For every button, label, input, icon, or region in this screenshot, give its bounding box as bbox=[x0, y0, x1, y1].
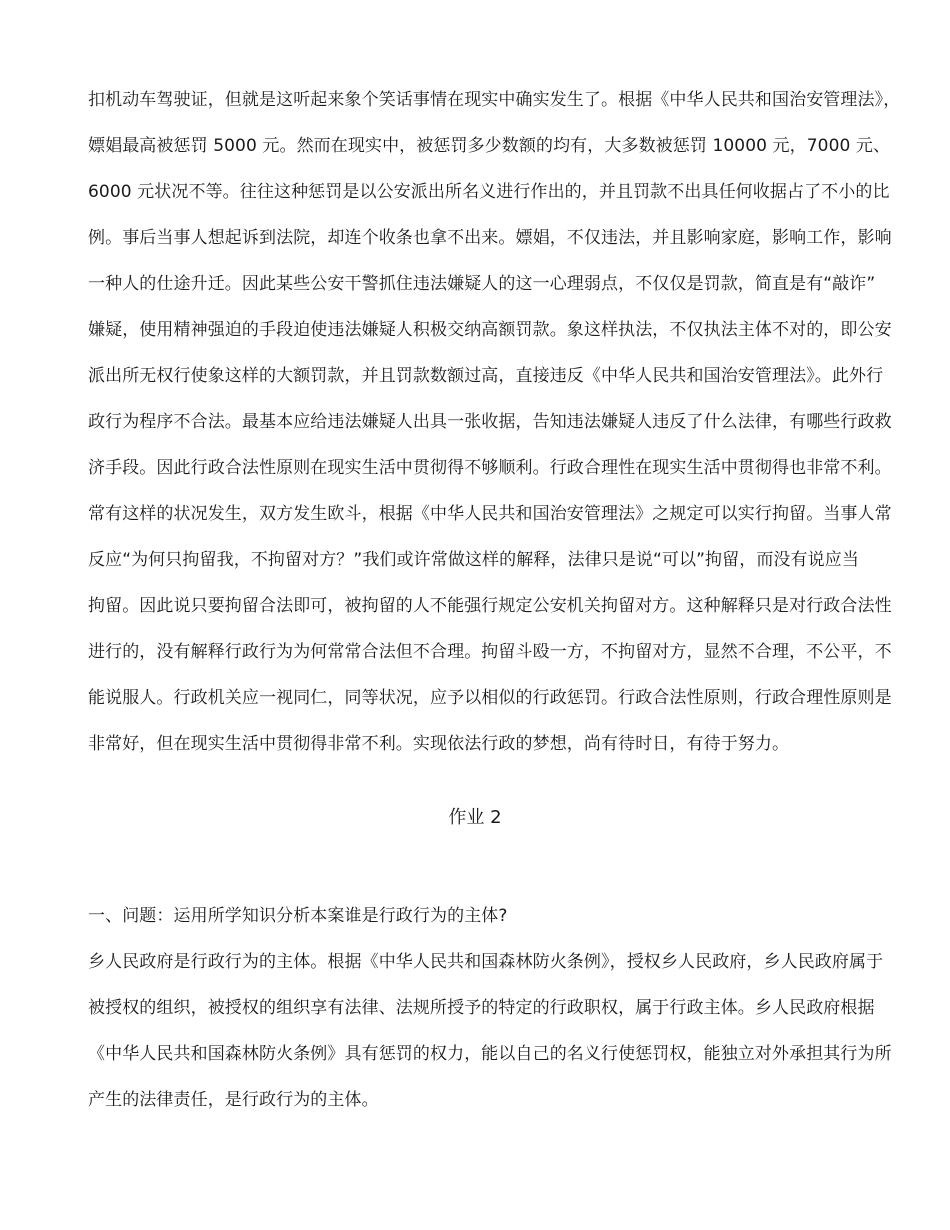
paragraph-line: 嫖娼最高被惩罚 5000 元。然而在现实中，被惩罚多少数额的均有，大多数被惩罚 10000 元，7000 元、 bbox=[88, 136, 891, 156]
paragraph-line: 派出所无权行使象这样的大额罚款，并且罚款数额过高，直接违反《中华人民共和国治安管理法》。此外行 bbox=[88, 366, 884, 386]
question-line: 一、问题：运用所学知识分析本案谁是行政行为的主体? bbox=[88, 906, 508, 926]
paragraph-line: 拘留。因此说只要拘留合法即可，被拘留的人不能强行规定公安机关拘留对方。这种解释只是对行政合法性 bbox=[88, 596, 892, 616]
paragraph-line: 反应“为何只拘留我，不拘留对方？”我们或许常做这样的解释，法律只是说“可以”拘留，而没有说应当 bbox=[88, 550, 859, 570]
paragraph-line: 进行的，没有解释行政行为为何常常合法但不合理。拘留斗殴一方，不拘留对方，显然不合理，不公平，不 bbox=[88, 642, 892, 662]
section-heading: 作业 2 bbox=[448, 807, 502, 828]
paragraph-line: 常有这样的状况发生，双方发生欧斗，根据《中华人民共和国治安管理法》之规定可以实行拘留。当事人常 bbox=[88, 504, 892, 524]
answer-line: 乡人民政府是行政行为的主体。根据《中华人民共和国森林防火条例》，授权乡人民政府，乡人民政府属于 bbox=[88, 952, 884, 972]
answer-line: 被授权的组织，被授权的组织享有法律、法规所授予的特定的行政职权，属于行政主体。乡人民政府根据 bbox=[88, 998, 875, 1018]
paragraph-line: 政行为程序不合法。最基本应给违法嫌疑人出具一张收据，告知违法嫌疑人违反了什么法律，有哪些行政救 bbox=[88, 412, 892, 432]
paragraph-line: 6000 元状况不等。往往这种惩罚是以公安派出所名义进行作出的，并且罚款不出具任何收据占了不小的比 bbox=[88, 182, 890, 202]
answer-line: 《中华人民共和国森林防火条例》具有惩罚的权力，能以自己的名义行使惩罚权，能独立对外承担其行为所 bbox=[88, 1044, 892, 1064]
paragraph-line: 嫌疑，使用精神强迫的手段迫使违法嫌疑人积极交纳高额罚款。象这样执法，不仅执法主体不对的，即公安 bbox=[88, 320, 892, 340]
paragraph-line: 一种人的仕途升迁。因此某些公安干警抓住违法嫌疑人的这一心理弱点，不仅仅是罚款，简直是有“敲诈” bbox=[88, 274, 876, 294]
paragraph-line: 能说服人。行政机关应一视同仁，同等状况，应予以相似的行政惩罚。行政合法性原则，行政合理性原则是 bbox=[88, 688, 892, 708]
paragraph-line: 例。事后当事人想起诉到法院，却连个收条也拿不出来。嫖娼，不仅违法，并且影响家庭，影响工作，影响 bbox=[88, 228, 892, 248]
paragraph-line: 扣机动车驾驶证，但就是这听起来象个笑话事情在现实中确实发生了。根据《中华人民共和国治安管理法》， bbox=[88, 90, 901, 110]
paragraph-line: 济手段。因此行政合法性原则在现实生活中贯彻得不够顺利。行政合理性在现实生活中贯彻得也非常不利。 bbox=[88, 458, 892, 478]
paragraph-line: 非常好，但在现实生活中贯彻得非常不利。实现依法行政的梦想，尚有待时日，有待于努力。 bbox=[88, 734, 790, 754]
answer-line: 产生的法律责任，是行政行为的主体。 bbox=[88, 1090, 379, 1110]
